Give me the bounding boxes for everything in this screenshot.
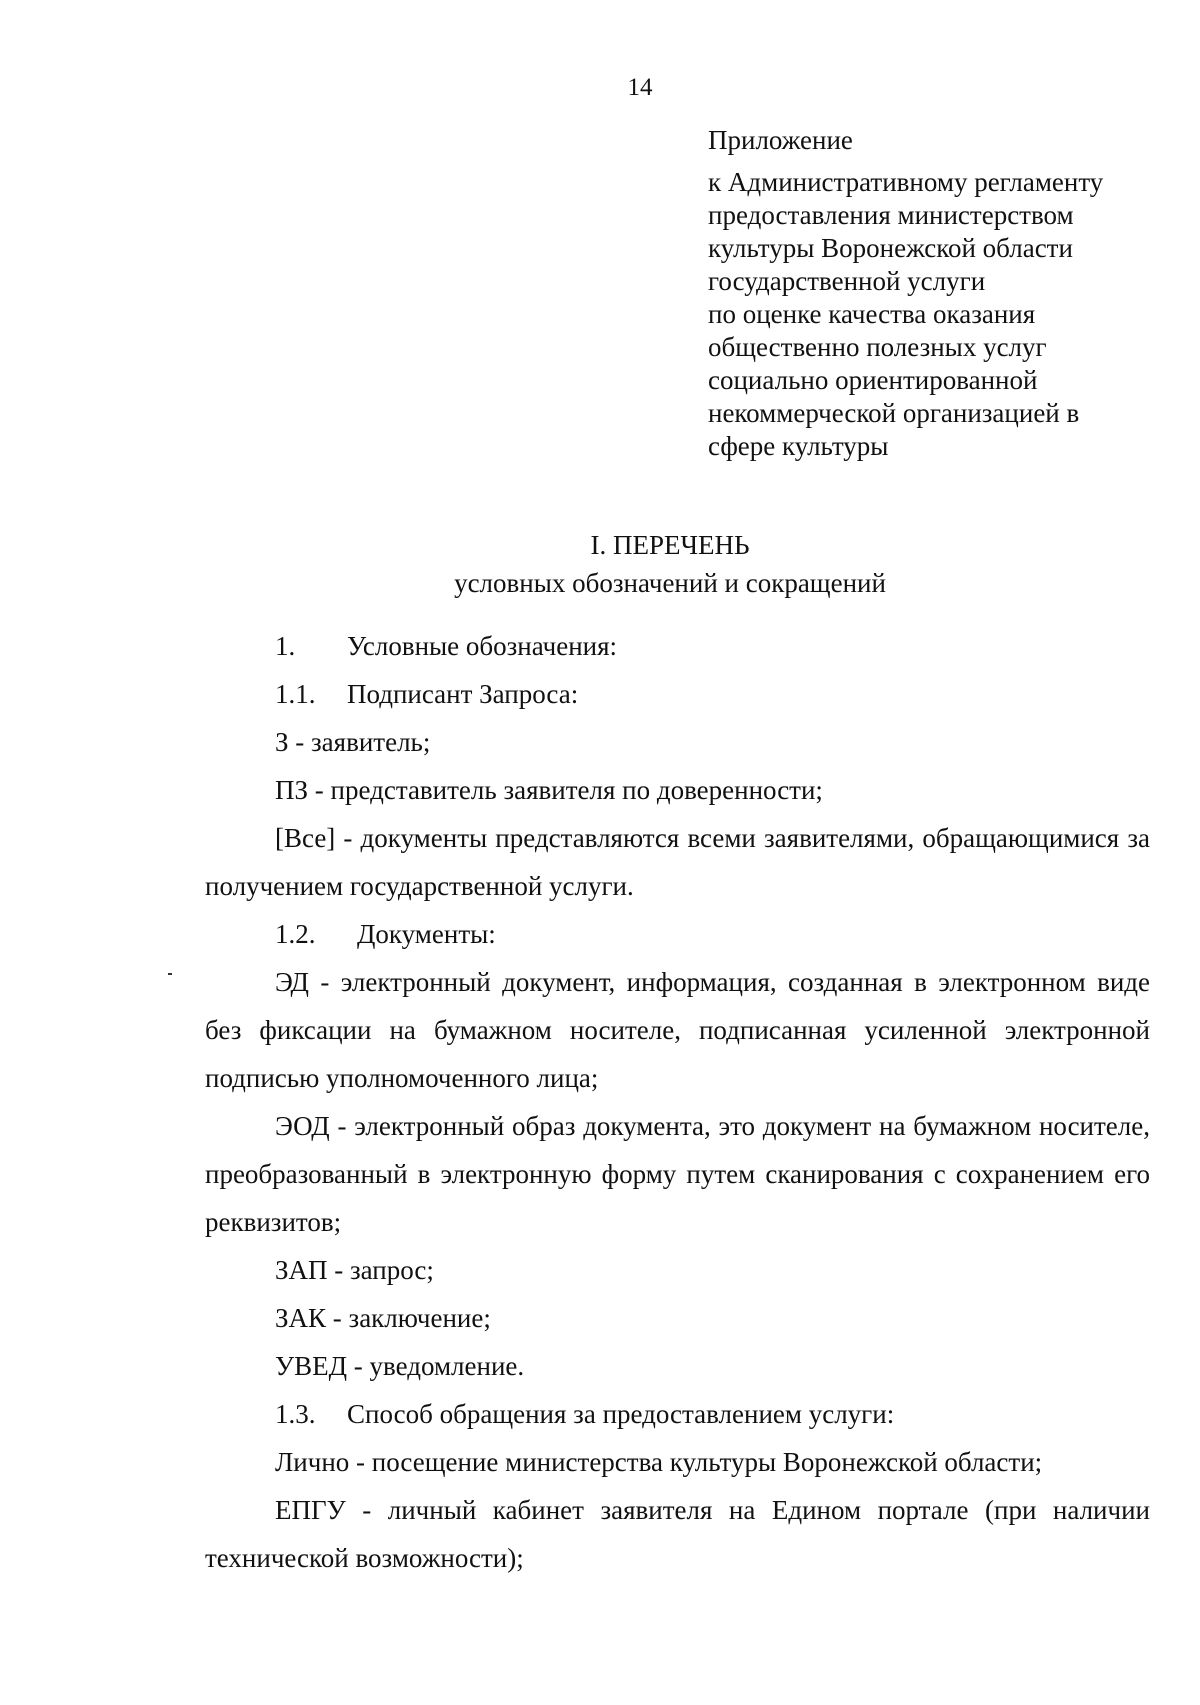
appendix-line: сфере культуры (708, 431, 889, 461)
item-number: 1. (275, 631, 296, 661)
abbr-epgu: ЕПГУ - личный кабинет заявителя на Едином портале (при наличии технической возможности); (205, 1495, 1150, 1573)
item-text: Способ обращения за предоставлением услуги: (347, 1399, 895, 1429)
abbr-vse: [Все] - документы представляются всеми заявителями, обращающимися за получением государственной услуги. (205, 823, 1150, 901)
item-number: 1.1. (275, 679, 316, 709)
page-number: 14 (627, 74, 653, 101)
item-text: Документы: (357, 919, 496, 949)
abbr-lichno: Лично - посещение министерства культуры Воронежской области; (275, 1447, 1043, 1477)
item-1-2 (205, 910, 1150, 958)
section-subheading: условных обозначений и сокращений (454, 568, 886, 598)
abbr-zap: ЗАП - запрос; (275, 1255, 434, 1285)
appendix-line: к Административному регламенту (708, 167, 1104, 197)
appendix-line: государственной услуги (708, 266, 986, 296)
abbr-ed: ЭД - электронный документ, информация, созданная в электронном виде без фиксации на бумажном носителе, подписанная усиленной электронной подписью уполномоченного лица; (205, 967, 1150, 1093)
abbr-pz: ПЗ - представитель заявителя по доверенности; (275, 775, 823, 805)
appendix-line: по оценке качества оказания (708, 299, 1036, 329)
appendix-line: общественно полезных услуг (708, 332, 1047, 362)
appendix-line: некоммерческой организацией в (708, 398, 1080, 428)
item-text: Подписант Запроса: (347, 679, 579, 709)
abbr-eod: ЭОД - электронный образ документа, это документ на бумажном носителе, преобразованный в электронную форму путем сканирования с сохранением его реквизитов; (205, 1111, 1150, 1237)
appendix-title: Приложение (708, 125, 853, 155)
item-number: 1.3. (275, 1399, 316, 1429)
scan-speck (168, 973, 172, 975)
section-heading: I. ПЕРЕЧЕНЬ (590, 530, 750, 560)
item-1-1 (205, 670, 1150, 718)
abbr-uved: УВЕД - уведомление. (275, 1351, 525, 1381)
item-1 (205, 622, 1150, 670)
appendix-block (708, 124, 1178, 463)
item-1-3 (205, 1390, 1150, 1438)
appendix-line: культуры Воронежской области (708, 233, 1073, 263)
abbr-zak: ЗАК - заключение; (275, 1303, 491, 1333)
abbr-z: З - заявитель; (275, 727, 431, 757)
item-number: 1.2. (275, 919, 316, 949)
appendix-line: социально ориентированной (708, 365, 1038, 395)
item-text: Условные обозначения: (347, 631, 618, 661)
appendix-line: предоставления министерством (708, 200, 1074, 230)
